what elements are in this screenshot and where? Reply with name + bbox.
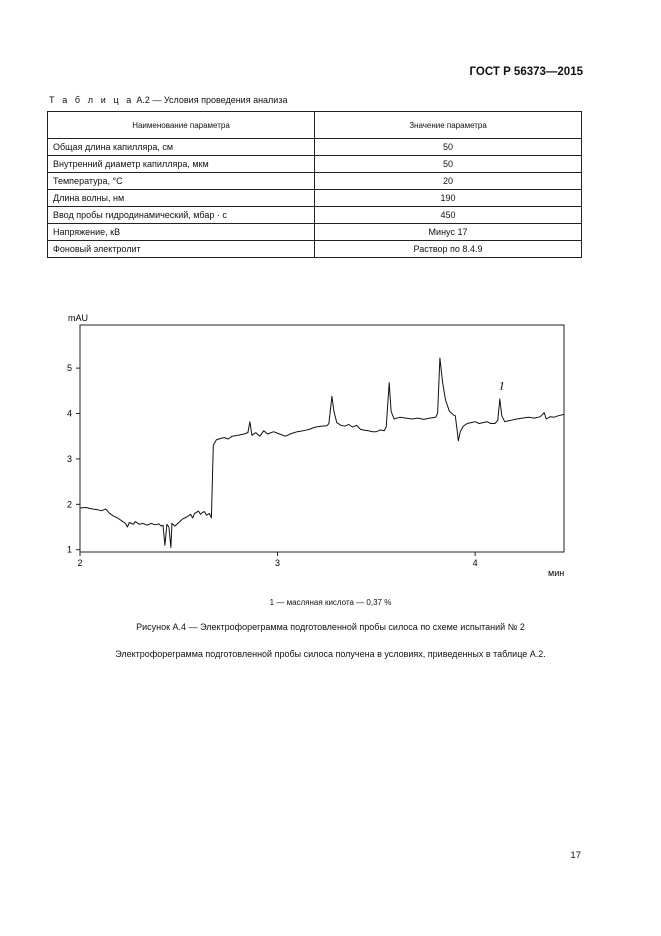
y-tick-label: 4 (66, 408, 72, 419)
electropherogram-figure (0, 300, 661, 590)
table-header-row (48, 112, 582, 139)
y-tick-label: 2 (66, 499, 72, 510)
parameter-name: Длина волны, нм (48, 190, 315, 207)
parameter-name: Ввод пробы гидродинамический, мбар · с (48, 207, 315, 224)
parameter-value: 20 (315, 173, 582, 190)
table-row (48, 241, 582, 258)
column-header-parameter: Наименование параметра (48, 112, 315, 139)
x-axis-label: мин (548, 568, 565, 578)
parameter-name: Фоновый электролит (48, 241, 315, 258)
axis-ticks (67, 363, 478, 568)
page-number: 17 (570, 850, 581, 861)
table-caption (49, 95, 287, 105)
column-header-value: Значение параметра (315, 112, 582, 139)
y-tick-label: 5 (66, 363, 72, 374)
electropherogram-chart (0, 300, 661, 590)
parameter-value: 50 (315, 156, 582, 173)
table-row (48, 207, 582, 224)
figure-description: Электрофореграмма подготовленной пробы силоса получена в условиях, приведенных в таблице А.2. (115, 649, 546, 659)
figure-legend-note: 1 — масляная кислота — 0,37 % (269, 598, 392, 607)
table-caption-text: А.2 — Условия проведения анализа (133, 95, 288, 105)
x-tick-label: 3 (275, 558, 281, 568)
y-tick-label: 3 (66, 453, 72, 464)
figure-caption: Рисунок А.4 — Электрофореграмма подготовленной пробы силоса по схеме испытаний № 2 (136, 622, 525, 632)
parameter-value: 190 (315, 190, 582, 207)
parameter-name: Напряжение, кВ (48, 224, 315, 241)
parameter-value: 450 (315, 207, 582, 224)
table-row (48, 173, 582, 190)
table-row (48, 224, 582, 241)
table-row (48, 139, 582, 156)
series-line (80, 358, 564, 547)
parameter-name: Температура, °С (48, 173, 315, 190)
document-header-standard: ГОСТ Р 56373—2015 (469, 66, 583, 78)
parameter-value: 50 (315, 139, 582, 156)
table-caption-label: Т а б л и ц а (49, 95, 134, 105)
conditions-table (47, 111, 582, 258)
parameter-value: Раствор по 8.4.9 (315, 241, 582, 258)
table-row (48, 190, 582, 207)
y-tick-label: 1 (66, 544, 72, 555)
plot-frame (80, 325, 564, 552)
parameter-name: Общая длина капилляра, см (48, 139, 315, 156)
chart-series (80, 358, 564, 547)
x-tick-label: 4 (472, 558, 478, 568)
parameter-value: Минус 17 (315, 224, 582, 241)
parameter-name: Внутренний диаметр капилляра, мкм (48, 156, 315, 173)
y-axis-label: mAU (68, 313, 88, 323)
peak-annotation-label: 1 (498, 378, 505, 393)
x-tick-label: 2 (77, 558, 83, 568)
table-row (48, 156, 582, 173)
